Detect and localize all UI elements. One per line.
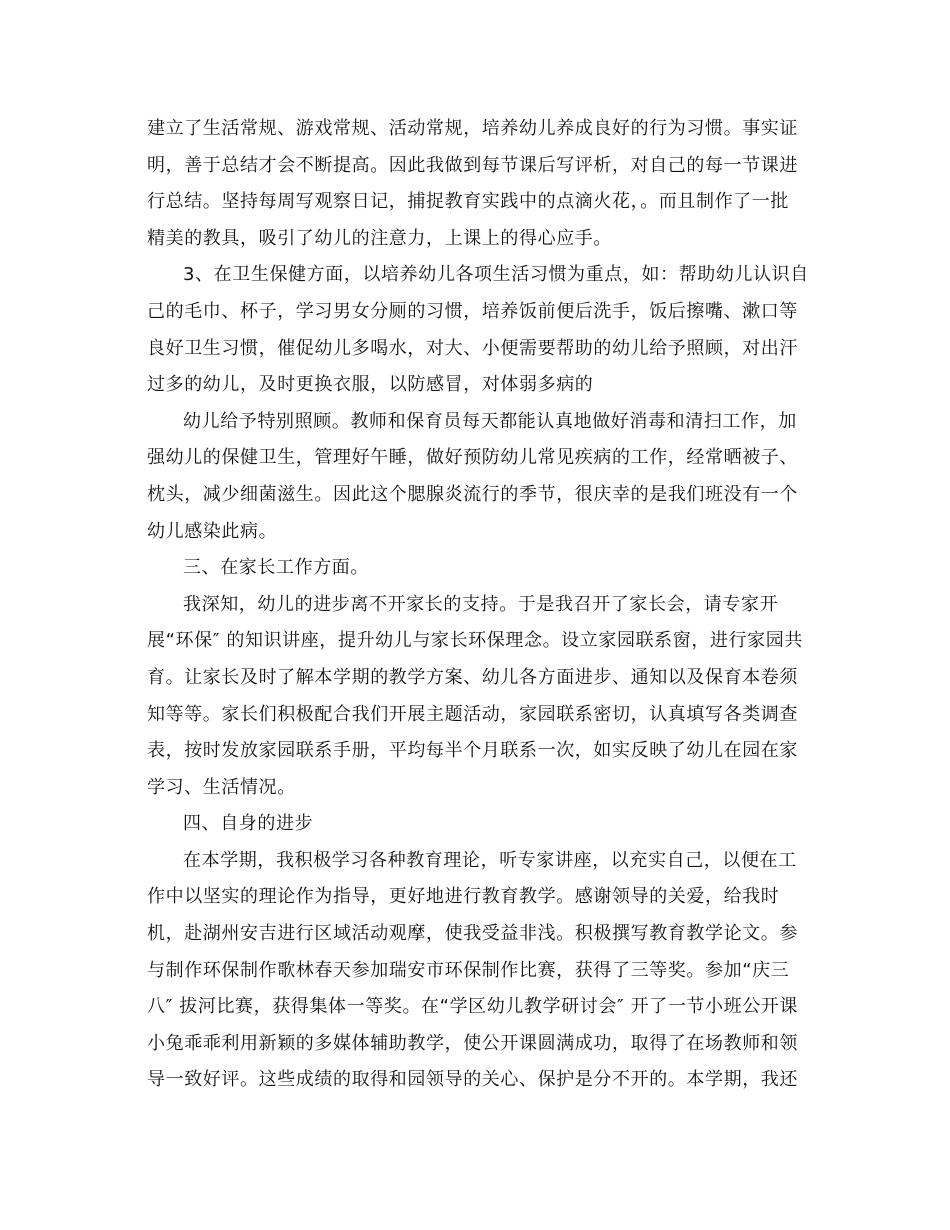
- text-line: 导一致好评。这些成绩的取得和园领导的关心、保护是分不开的。本学期，我还: [147, 1069, 798, 1091]
- text-line: 我深知，幼儿的进步离不开家长的支持。于是我召开了家长会，请专家开: [183, 593, 779, 615]
- text-line: 建立了生活常规、游戏常规、活动常规，培养幼儿养成良好的行为习惯。事实证: [147, 118, 798, 139]
- text-line: 机，赴湖州安吉进行区域活动观摩，使我受益非浅。积极撰写教育教学论文。参: [147, 923, 798, 945]
- text-line: 与制作环保制作歌林春天参加瑞安市环保制作比赛，获得了三等奖。参加“庆三: [147, 959, 790, 981]
- text-line: 强幼儿的保健卫生，管理好午睡，做好预防幼儿常见疾病的工作，经常晒被子、: [147, 447, 798, 469]
- text-line: 育。让家长及时了解本学期的教学方案、幼儿各方面进步、通知以及保育本卷须: [147, 666, 798, 688]
- text-line: 明，善于总结才会不断提高。因此我做到每节课后写评析，对自己的每一节课进: [147, 154, 798, 176]
- text-line: 展“环保″ 的知识讲座，提升幼儿与家长环保理念。设立家园联系窗，进行家园共: [147, 630, 803, 652]
- text-line: 良好卫生习惯，催促幼儿多喝水，对大、小便需要帮助的幼儿给予照顾，对出汗: [147, 337, 798, 359]
- text-line: 3、在卫生保健方面，以培养幼儿各项生活习惯为重点，如：帮助幼儿认识自: [183, 264, 809, 286]
- text-line: 四、自身的进步: [183, 813, 314, 835]
- text-line: 八″ 拔河比赛，获得集体一等奖。在“学区幼儿教学研讨会″ 开了一节小班公开课: [147, 996, 799, 1018]
- text-line: 在本学期，我积极学习各种教育理论，听专家讲座，以充实自己，以便在工: [183, 849, 797, 871]
- text-line: 小兔乖乖利用新颖的多媒体辅助教学，使公开课圆满成功，取得了在场教师和领: [147, 1032, 798, 1054]
- text-line: 知等等。家长们积极配合我们开展主题活动，家园联系密切，认真填写各类调查: [147, 703, 798, 725]
- text-line: 精美的教具，吸引了幼儿的注意力，上课上的得心应手。: [147, 227, 612, 249]
- text-line: 作中以坚实的理论作为指导，更好地进行教育教学。感谢领导的关爱，给我时: [147, 886, 780, 908]
- document-body: [147, 111, 809, 1099]
- text-line: 行总结。坚持每周写观察日记，捕捉教育实践中的点滴火花，。而且制作了一批: [147, 191, 789, 213]
- text-line: 学习、生活情况。: [147, 776, 296, 798]
- text-line: 己的毛巾、杯子，学习男女分厕的习惯，培养饭前便后洗手，饭后擦嘴、漱口等: [147, 300, 798, 322]
- text-line: 幼儿给予特别照顾。教师和保育员每天都能认真地做好消毒和清扫工作，加: [183, 410, 797, 432]
- text-line: 表，按时发放家园联系手册，平均每半个月联系一次，如实反映了幼儿在园在家: [147, 740, 798, 762]
- text-line: 幼儿感染此病。: [147, 520, 278, 542]
- text-line: 三、在家长工作方面。: [183, 557, 369, 579]
- text-line: 枕头，减少细菌滋生。因此这个腮腺炎流行的季节，很庆幸的是我们班没有一个: [147, 483, 798, 505]
- text-line: 过多的幼儿，及时更换衣服，以防感冒，对体弱多病的: [147, 374, 594, 396]
